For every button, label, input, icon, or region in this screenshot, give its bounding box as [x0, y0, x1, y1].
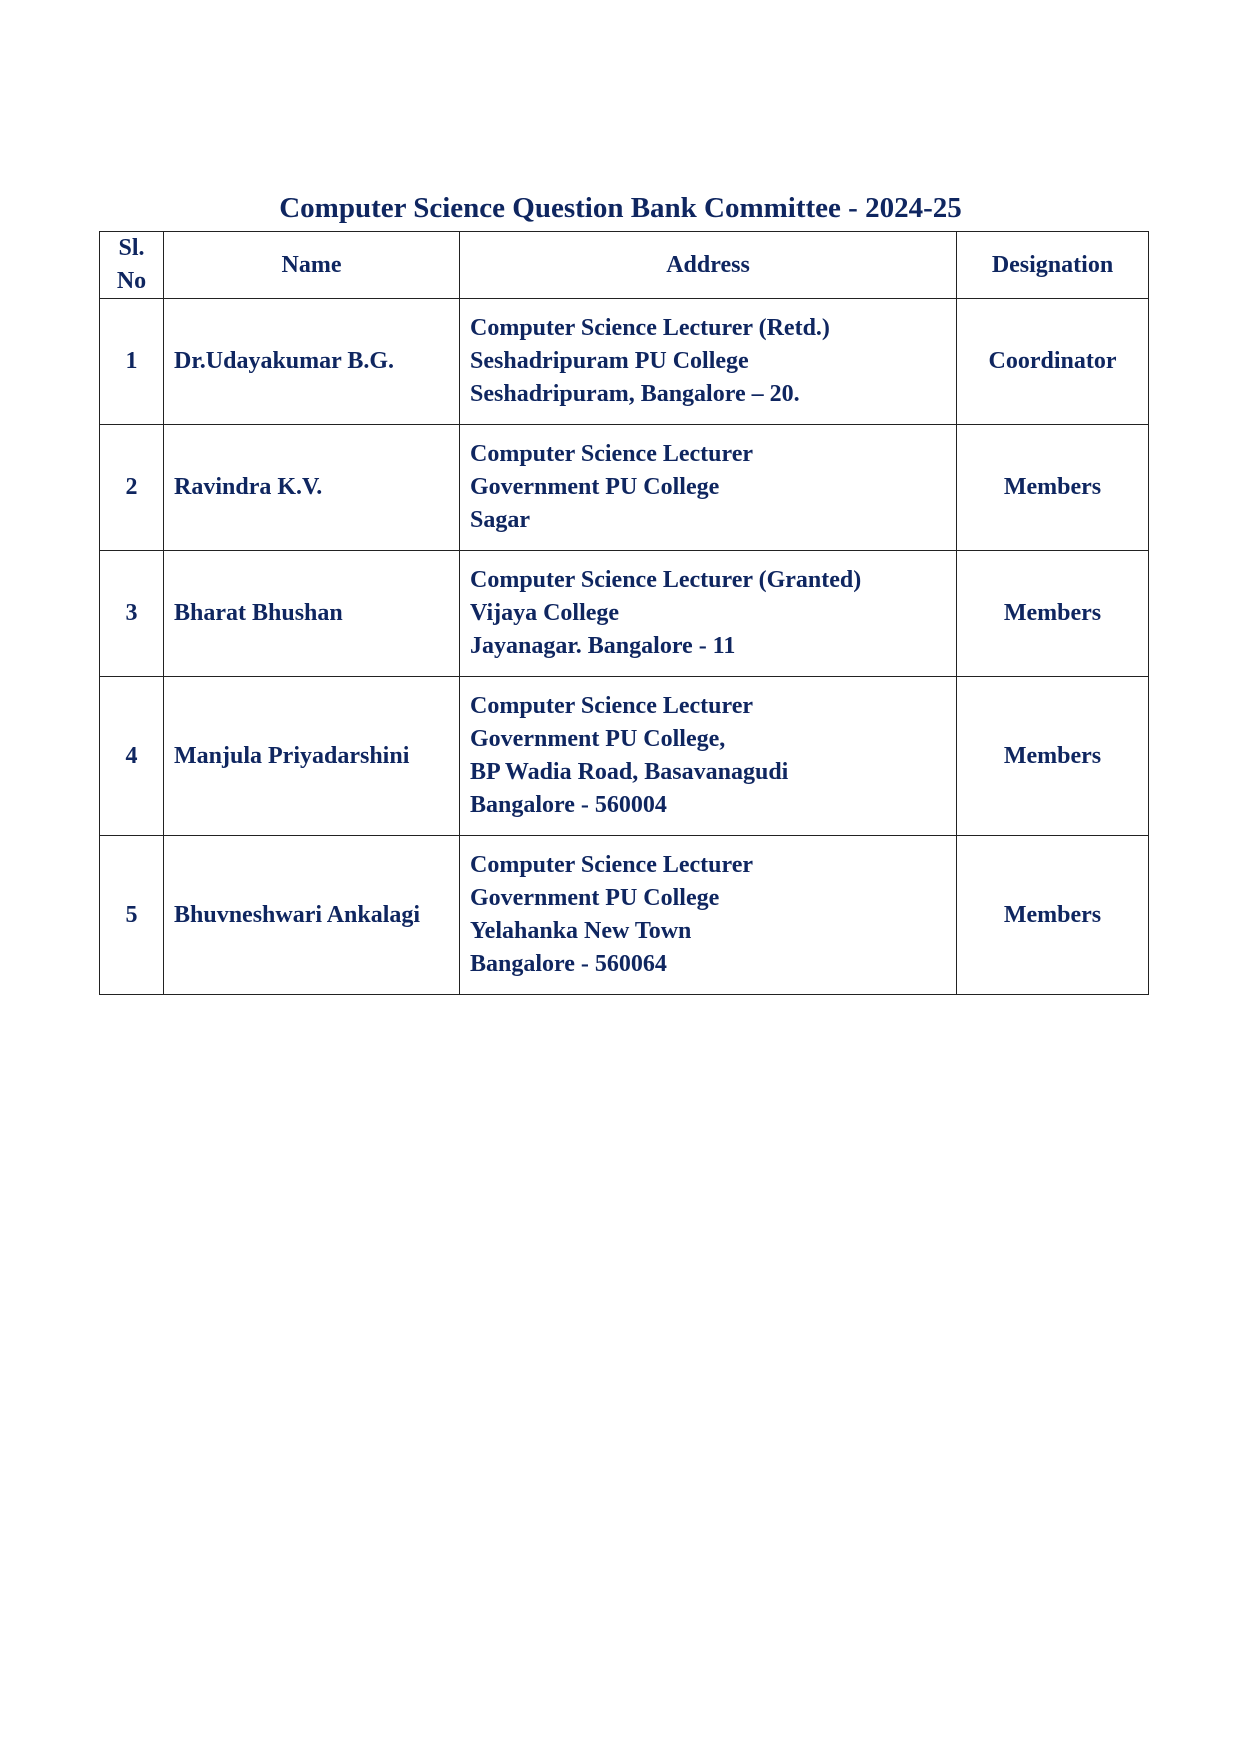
address-line: Computer Science Lecturer (Retd.): [470, 315, 830, 341]
cell-address: [460, 677, 957, 836]
table-row: [100, 299, 1149, 425]
header-designation: Designation: [957, 232, 1149, 299]
document-title: Computer Science Question Bank Committee - 2024-25: [279, 192, 962, 224]
cell-sl-no: 1: [100, 299, 164, 425]
address-line: Yelahanka New Town: [470, 918, 692, 944]
address-line: Computer Science Lecturer: [470, 441, 754, 467]
cell-name: Manjula Priyadarshini: [164, 677, 460, 836]
address-line: Jayanagar. Bangalore - 11: [470, 633, 736, 659]
address-line: Vijaya College: [470, 600, 620, 626]
cell-address: [460, 551, 957, 677]
header-address: Address: [460, 232, 957, 299]
cell-address: [460, 425, 957, 551]
cell-sl-no: 2: [100, 425, 164, 551]
cell-sl-no: 3: [100, 551, 164, 677]
address-line: Government PU College,: [470, 726, 726, 752]
cell-name: Bharat Bhushan: [164, 551, 460, 677]
table-row: [100, 677, 1149, 836]
address-line: Government PU College: [470, 474, 720, 500]
cell-name: Ravindra K.V.: [164, 425, 460, 551]
cell-designation: Members: [957, 425, 1149, 551]
cell-address: [460, 299, 957, 425]
address-line: BP Wadia Road, Basavanagudi: [470, 759, 789, 785]
header-name: Name: [164, 232, 460, 299]
cell-name: Bhuvneshwari Ankalagi: [164, 836, 460, 995]
address-line: Computer Science Lecturer: [470, 693, 754, 719]
address-line: Seshadripuram, Bangalore – 20.: [470, 381, 800, 407]
address-line: Bangalore - 560004: [470, 792, 667, 818]
table-row: [100, 425, 1149, 551]
header-sl-no: Sl. No: [100, 232, 164, 299]
table-row: [100, 551, 1149, 677]
cell-designation: Members: [957, 836, 1149, 995]
cell-designation: Members: [957, 551, 1149, 677]
cell-designation: Members: [957, 677, 1149, 836]
cell-designation: Coordinator: [957, 299, 1149, 425]
cell-address: [460, 836, 957, 995]
address-line: Computer Science Lecturer (Granted): [470, 567, 862, 593]
table-row: [100, 836, 1149, 995]
address-line: Bangalore - 560064: [470, 951, 667, 977]
address-line: Computer Science Lecturer: [470, 852, 754, 878]
address-line: Government PU College: [470, 885, 720, 911]
cell-sl-no: 5: [100, 836, 164, 995]
cell-sl-no: 4: [100, 677, 164, 836]
cell-name: Dr.Udayakumar B.G.: [164, 299, 460, 425]
table-header-row: [100, 232, 1149, 299]
committee-table: [99, 231, 1149, 995]
address-line: Seshadripuram PU College: [470, 348, 749, 374]
address-line: Sagar: [470, 507, 530, 533]
